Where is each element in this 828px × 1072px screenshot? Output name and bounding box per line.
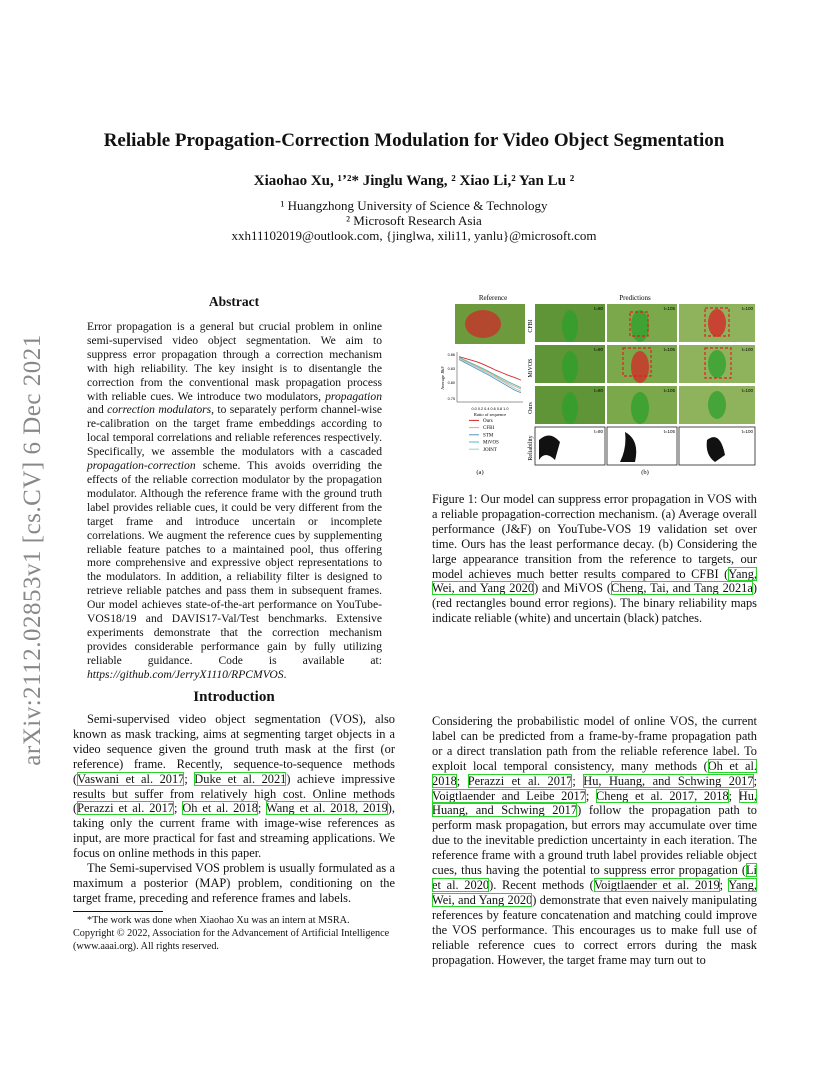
affiliation-2: ² Microsoft Research Asia [346, 213, 482, 228]
footnote-divider [73, 911, 163, 912]
frame-label: t=80 [594, 429, 603, 434]
chart-y-tick: 0.80 [447, 381, 455, 385]
figure-1-caption: Figure 1: Our model can suppress error propagation in VOS with a reliable propagation-correction mechanism. (a) Average overall performance (J&F) on YouTube-VOS 19 validation set over time. Ours has the least performance decay. (b) Considering the large appearance transition from the reference to targets, our model achieves much better results compared to CFBI (Yang, Wei, and Yang 2020) and MiVOS (Cheng, Tai, and Tang 2021a) (red rectangles bound error regions). The binary reliability maps indicate reliable (white) and uncertain (black) patches. [432, 492, 758, 626]
chart-x-ticks: 0.0 0.2 0.4 0.6 0.8 1.0 [471, 407, 509, 411]
frame-label: t=100 [741, 388, 753, 393]
citation-link[interactable]: Perazzi et al. 2017 [467, 773, 573, 788]
figure-1 [435, 290, 757, 476]
row-label-cfbi: CFBI [528, 319, 534, 333]
series-line-mivos [459, 357, 521, 387]
row-label-reliability: Reliability [528, 435, 534, 461]
chart-x-label: Ratio of sequence [473, 412, 507, 417]
citation-link[interactable]: Perazzi et al. 2017 [77, 801, 175, 816]
chart-legend [469, 419, 499, 453]
legend-label: CFBI [483, 426, 495, 432]
chart-y-tick: 0.83 [447, 367, 455, 371]
citation-link[interactable]: Voigtlaender and Leibe 2017 [432, 788, 586, 803]
frame-label: t=105 [663, 347, 675, 352]
mask-overlay [562, 351, 578, 383]
mask-overlay [562, 310, 578, 342]
figure-predictions-label: Predictions [619, 294, 651, 302]
citation-link[interactable]: Yang, Wei, and Yang 2020 [432, 877, 757, 907]
row-label-mivos: MiVOS [528, 358, 534, 378]
citation-link[interactable]: Wang et al. 2018, 2019 [266, 801, 388, 816]
frame-label: t=105 [663, 388, 675, 393]
citation-link[interactable]: Voigtlaender et al. 2019 [593, 877, 720, 892]
paper-title: Reliable Propagation-Correction Modulation for Video Object Segmentation [103, 130, 725, 151]
figure-reference-label: Reference [478, 294, 508, 302]
citation-link[interactable]: Oh et al. 2018 [432, 758, 757, 788]
frame-label: t=100 [741, 306, 753, 311]
citation-link[interactable]: Yang, Wei, and Yang 2020 [432, 566, 757, 596]
legend-label: Ours [483, 419, 493, 424]
code-url-link[interactable]: https://github.com/JerryX1110/RPCMVOS [87, 667, 284, 681]
citation-link[interactable]: Vaswani et al. 2017 [77, 771, 185, 786]
series-line-ours [459, 357, 521, 381]
row-label-ours: Ours [528, 402, 534, 414]
abstract-body: Error propagation is a general but crucial problem in online semi-supervised video object segmentation. We aim to suppress error propagation through a correction mechanism with high reliability. The key insight is to disentangle the correction from the conventional mask propagation process with reliable cues. We introduce two modulators, propagation and correction modulators, to separately perform channel-wise re-calibration on the target frame embeddings according to local temporal correlations and reliable references respectively. Specifically, we assemble the modulators with a cascaded propagation-correction scheme. This avoids overriding the effects of the reliable correction modulator by the propagation modulator. Although the reference frame with the ground truth label provides reliable cues, it could be very different from the target frame and introduce uncertain or incomplete correlations. We augment the reference cues by supplementing reliable feature patches to a maintained pool, thus offering more comprehensive and expressive object representations to the modulators. In addition, a reliability filter is designed to retrieve reliable patches and pass them in subsequent frames. Our model achieves state-of-the-art performance on YouTube-VOS18/19 and DAVIS17-Val/Test benchmarks. Extensive experiments demonstrate that the correction mechanism provides considerable performance gain by fully utilizing reliable guidance. Code is available at: https://github.com/JerryX1110/RPCMVOS. [87, 320, 382, 681]
frame-label: t=105 [663, 306, 675, 311]
chart-y-tick: 0.86 [447, 353, 455, 357]
chart-y-tick: 0.75 [447, 397, 455, 401]
legend-label: MiVOS [483, 440, 499, 446]
citation-link[interactable]: Cheng, Tai, and Tang 2021a [611, 581, 753, 596]
legend-label: STM [483, 433, 494, 439]
citation-link[interactable]: Oh et al. 2018 [182, 801, 258, 816]
right-column-body: Considering the probabilistic model of online VOS, the current label can be predicted from a frame-by-frame propagation path or a direct translation path from the reliable reference label. To exploit local temporal consistency, many methods (Oh et al. 2018; Perazzi et al. 2017; Hu, Huang, and Schwing 2017; Voigtlaender and Leibe 2017; Cheng et al. 2017, 2018; Hu, Huang, and Schwing 2017) follow the propagation path to perform mask propagation, but errors may accumulate over time due to the inevitable prediction uncertainty in each iteration. The reference frame with a ground truth label provides reliable object cues, thus having the potential to suppress error propagation (Li et al. 2020). Recent methods (Voigtlaender et al. 2019; Yang, Wei, and Yang 2020) demonstrate that even naively manipulating references by feature concatenation and matching could improve the VOS performance. This encourages us to make full use of reliable reference cues to correct errors during the mask propagation. However, the target frame may turn out to [432, 714, 758, 967]
frame-label: t=80 [594, 347, 603, 352]
introduction-body [73, 712, 395, 906]
abstract-heading: Abstract [208, 294, 260, 309]
mask-overlay [631, 310, 649, 342]
chart-y-label: Average J&F [440, 366, 445, 390]
footnote-copyright: Copyright © 2022, Association for the Advancement of Artificial Intelligence (www.aaai.org). All rights reserved. [73, 928, 390, 953]
mask-overlay [708, 309, 726, 337]
subfigure-b-label: (b) [641, 469, 649, 476]
mask-overlay [708, 350, 726, 378]
footnote [73, 914, 395, 954]
frame-label: t=100 [741, 347, 753, 352]
frame-label: t=80 [594, 306, 603, 311]
performance-line-chart [440, 352, 523, 417]
citation-link[interactable]: Hu, Huang, and Schwing 2017 [432, 788, 757, 818]
mask-overlay [708, 391, 726, 419]
mask-overlay [631, 351, 649, 383]
mask-overlay [562, 392, 578, 424]
citation-link[interactable]: Hu, Huang, and Schwing 2017 [583, 773, 754, 788]
intro-paragraph-1: Semi-supervised video object segmentation (VOS), also known as mask tracking, aims at segmenting target objects in a video sequence given the ground truth mask at the first (or reference) frame. Recently, sequence-to-sequence methods (Vaswani et al. 2017; Duke et al. 2021) achieve impressive results but suffer from relatively high cost. Online methods (Perazzi et al. 2017; Oh et al. 2018; Wang et al. 2018, 2019), taking only the current frame with image-wise references as input, are more practical for fast and streaming applications. We focus on online methods in this paper. [73, 712, 396, 861]
arxiv-identifier: arXiv:2112.02853v1 [cs.CV] 6 Dec 2021 [19, 334, 46, 766]
prediction-grid [535, 304, 755, 465]
subfigure-a-label: (a) [476, 469, 484, 476]
citation-link[interactable]: Duke et al. 2021 [194, 771, 287, 786]
introduction-heading: Introduction [193, 689, 275, 705]
frame-label: t=105 [663, 429, 675, 434]
frame-label: t=100 [741, 429, 753, 434]
citation-link[interactable]: Cheng et al. 2017, 2018 [596, 788, 729, 803]
footnote-intern: *The work was done when Xiaohao Xu was an intern at MSRA. [87, 915, 350, 926]
frame-label: t=80 [594, 388, 603, 393]
citation-link[interactable]: Li et al. 2020 [432, 863, 757, 892]
series-line-joint [459, 359, 521, 392]
legend-label: JOINT [483, 447, 497, 453]
row-label-group [528, 319, 534, 460]
arxiv-sidebar [8, 300, 58, 800]
author-emails: xxh11102019@outlook.com, {jinglwa, xili11, yanlu}@microsoft.com [231, 228, 597, 243]
intro-paragraph-2: The Semi-supervised VOS problem is usually formulated as a maximum a posterior (MAP) problem, conditioning on the target frame, preceding and reference frames and labels. [73, 861, 395, 905]
affiliation-1: ¹ Huangzhong University of Science & Technology [280, 198, 548, 213]
reference-mask [465, 310, 501, 338]
author-list: Xiaohao Xu, ¹ʼ²* Jinglu Wang, ² Xiao Li,² Yan Lu ² [253, 173, 575, 189]
mask-overlay [631, 392, 649, 424]
